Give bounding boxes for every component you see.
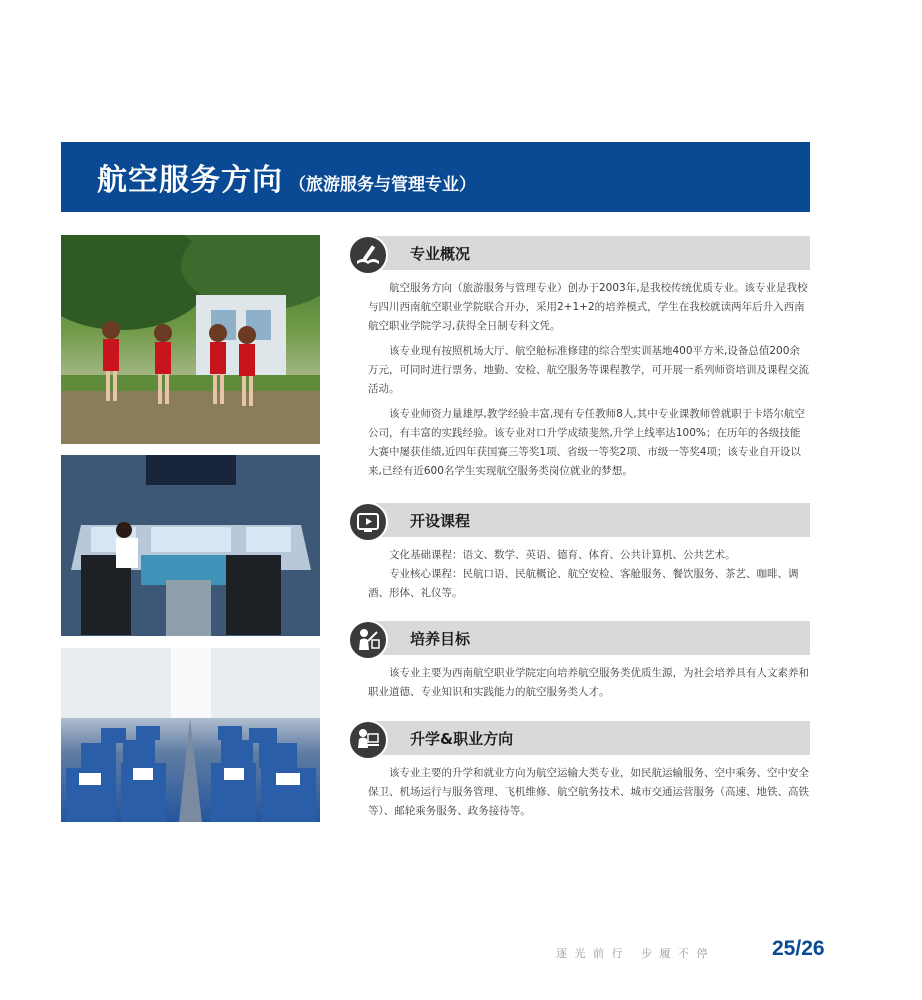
section-header xyxy=(348,620,810,656)
title-banner xyxy=(61,142,810,212)
overview-paragraph-3: 该专业师资力量雄厚,教学经验丰富,现有专任教师8人,其中专业课教师曾就职于卡塔尔航空公司，有丰富的实践经验。该专业对口升学成绩斐然,升学上线率达100%；在历年的各级技能大赛中屡获佳绩,近四年获国赛三等奖1项、省级一等奖2项、市级一等奖4项；该专业自开设以来,已经有近600名学生实现航空服务类岗位就业的梦想。 xyxy=(368,408,805,477)
person-desk-icon xyxy=(348,720,388,760)
page-title: 航空服务方向 xyxy=(97,163,283,198)
aircraft-cabin-photo xyxy=(61,648,320,822)
section-header xyxy=(348,235,810,271)
person-pointer-icon xyxy=(348,620,388,660)
video-board-icon xyxy=(348,502,388,542)
courses-core-line: 专业核心课程：民航口语、民航概论、航空安检、客舱服务、餐饮服务、茶艺、咖啡、调酒、形体、礼仪等。 xyxy=(368,568,799,599)
section-header xyxy=(348,720,810,756)
students-walking-photo xyxy=(61,235,320,444)
overview-paragraph-2: 该专业现有按照机场大厅、航空舱标准修建的综合型实训基地400平方米,设备总值200余万元，可同时进行票务、地勤、安检、航空服务等课程教学，可开展一系列师资培训及课程交流活动。 xyxy=(368,345,809,395)
goals-paragraph: 该专业主要为西南航空职业学院定向培养航空服务类优质生源，为社会培养具有人文素养和职业道德、专业知识和实践能力的航空服务类人才。 xyxy=(368,667,809,698)
book-pen-icon xyxy=(348,235,388,275)
section-title: 开设课程 xyxy=(410,512,471,530)
section-title: 升学&职业方向 xyxy=(410,730,514,748)
cockpit-simulator-photo xyxy=(61,455,320,636)
section-courses xyxy=(348,502,810,609)
section-title: 培养目标 xyxy=(410,630,471,648)
footer-slogan: 逐 光 前 行 步 履 不 停 xyxy=(556,947,710,960)
courses-basic-line: 文化基础课程：语文、数学、英语、德育、体育、公共计算机、公共艺术。 xyxy=(389,549,736,561)
page-subtitle: （旅游服务与管理专业） xyxy=(289,174,476,195)
section-title: 专业概况 xyxy=(410,245,471,263)
section-goals xyxy=(348,620,810,708)
section-header xyxy=(348,502,810,538)
section-career xyxy=(348,720,810,827)
overview-paragraph-1: 航空服务方向（旅游服务与管理专业）创办于2003年,是我校传统优质专业。该专业是我校与四川西南航空职业学院联合开办，采用2+1+2的培养模式，学生在我校就读两年后升入西南航空职业学院学习,获得全日制专科文凭。 xyxy=(368,282,808,332)
section-overview xyxy=(348,235,810,487)
career-paragraph: 该专业主要的升学和就业方向为航空运输大类专业，如民航运输服务、空中乘务、空中安全保卫、机场运行与服务管理、飞机维修、航空航务技术、城市交通运营服务（高速、地铁、高铁等）、邮轮乘务服务、政务接待等。 xyxy=(368,767,809,817)
page-number: 25/26 xyxy=(772,937,825,960)
